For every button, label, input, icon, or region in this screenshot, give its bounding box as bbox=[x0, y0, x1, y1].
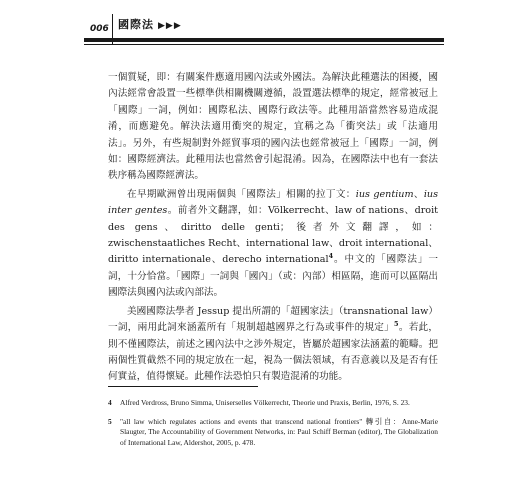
footnote-number: 5 bbox=[108, 416, 112, 426]
header-rule-thin bbox=[84, 44, 444, 45]
footnote-text: Alfred Verdross, Bruno Simma, Uniserselles Völkerrecht, Theorie und Praxis, Berlin, 1976, S. 23. bbox=[120, 398, 410, 407]
paragraph-2: 在早期歐洲曾出現兩個與「國際法」相關的拉丁文：ius gentium、ius inter gentes。前者外文翻譯，如：Völkerrecht、law of nations、droit des gens、diritto delle genti；後者外文翻譯，如：zwischenstaatliches Recht、international law、droit international、diritto internationale、derecho international$^4$。中文的「國際法」一詞，十分恰當。「國際」一詞與「國內」（或：內部）相區隔，進而可以區隔出國際法與國內法或內部法。 bbox=[108, 188, 439, 299]
paragraph-1: 一個質疑，即：有關案件應適用國內法或外國法。為解決此種選法的困擾，國內法經常會設置一些標準供相關機關遵循，設置選法標準的規定，經常被冠上「國際」一詞，例如：國際私法、國際行政法等。此種用語當然容易造成混淆，而應避免。解決法適用衝突的規定，宜稱之為「衝突法」或「法適用法」。另外，有些規制對外經貿事項的國內法也經常被冠上「國際」一詞，例如：國際經濟法。此種用法也當然會引起混淆。因為，在國際法中也有一套法秩序稱為國際經濟法。 bbox=[108, 72, 438, 182]
latin-term-2: ius inter gentes bbox=[108, 188, 439, 217]
latin-term-1: ius gentium bbox=[355, 188, 414, 200]
footnote-4 bbox=[108, 398, 438, 409]
footnote-ref-5[interactable]: 5 bbox=[394, 319, 399, 328]
footnote-5 bbox=[108, 417, 438, 449]
header-rule-thick bbox=[84, 38, 444, 42]
paragraph-3: 美國國際法學者 Jessup 提出所謂的「超國家法」（transnational law）一詞，兩用此詞來涵蓋所有「規制超越國界之行為或事件的規定」$^5$。若此，則不僅國際法，前述之國內法中之涉外規定，皆屬於超國家法涵蓋的範疇。把兩個性質截然不同的規定放在一起，視為一個法領域，有否意義以及是否有任何實益，值得懷疑。此種作法恐怕只有製造混淆的功能。 bbox=[108, 305, 439, 383]
page-number: 006 bbox=[90, 24, 109, 34]
footnote-number: 4 bbox=[108, 398, 112, 407]
footnote-rule bbox=[108, 386, 258, 387]
arrow-icon: ▶▶▶ bbox=[158, 21, 182, 31]
footnotes bbox=[108, 398, 438, 456]
running-head-title: 國際法 bbox=[118, 18, 154, 31]
footnote-ref-4[interactable]: 4 bbox=[328, 252, 334, 261]
footnote-text: "all law which regulates actions and events that transcend national frontiers" 轉引自：Anne-Marie Slaugter, The Accountability of Government Networks, in: Paul Schiff Berman (editor), The Globalization of International Law, Aldershot, 2005, p. 478. bbox=[120, 416, 438, 447]
body-text bbox=[108, 70, 438, 388]
running-head bbox=[118, 16, 182, 32]
